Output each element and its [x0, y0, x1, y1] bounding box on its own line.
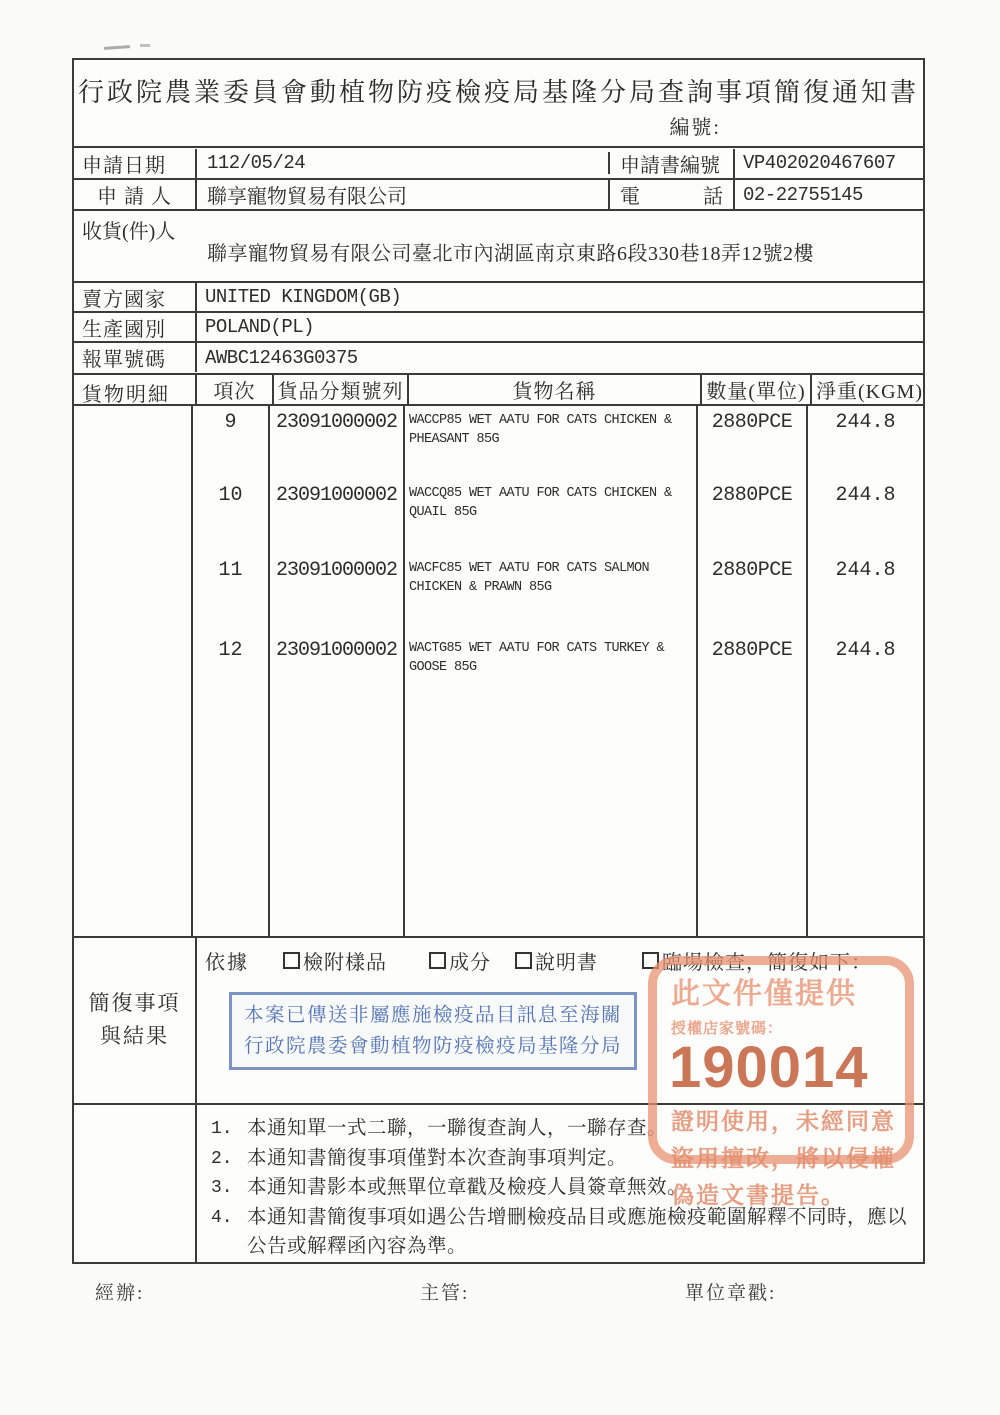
phone-label-right: 話: [703, 186, 723, 209]
apply-date-value: 112/05/24: [197, 152, 610, 174]
checkbox-sample: [283, 952, 300, 969]
col-header-weight: 淨重(KGM): [816, 380, 923, 403]
note-number: 1.: [211, 1118, 233, 1139]
table-row: [74, 634, 923, 714]
checkbox-onsite-label: 臨場檢查，簡復如下：: [662, 951, 872, 974]
item-weight: 244.8: [835, 410, 896, 434]
authorization-watermark-stamp: [648, 956, 914, 1208]
scan-artifact: [140, 44, 150, 47]
note-text: 本通知書影本或無單位章戳及檢疫人員簽章無效。: [247, 1177, 688, 1199]
phone-value: 02-22755145: [743, 183, 863, 206]
item-name: WACCQ85 WET AATU FOR CATS CHICKEN & QUAIL 85G: [405, 479, 698, 554]
spacer-cell: [74, 554, 193, 634]
spacer-cell: [193, 714, 270, 936]
basis-label: 依據: [205, 951, 249, 974]
item-weight: 244.8: [835, 483, 896, 507]
phone-label-left: 電: [620, 186, 640, 209]
blue-stamp-line1: 本案已傳送非屬應施檢疫品目訊息至海關: [244, 1004, 623, 1026]
watermark-line1: 此文件僅提供: [671, 978, 858, 1010]
watermark-store-code-label: 授權店家號碼：: [671, 1020, 784, 1037]
unit-seal-label: 單位章戳:: [685, 1283, 777, 1304]
item-code: 23091000002: [270, 634, 405, 714]
checkbox-ingredient: [429, 952, 446, 969]
spacer-cell: [74, 714, 193, 936]
phone-label: [610, 180, 735, 209]
applicant-value: 聯享寵物貿易有限公司: [197, 180, 610, 209]
table-row: [74, 406, 923, 479]
blue-stamp-line2: 行政院農委會動植物防疫檢疫局基隆分局: [244, 1036, 623, 1058]
item-no: 12: [193, 634, 270, 714]
serial-number-label: 編號:: [669, 117, 721, 140]
apply-date-label: 申請日期: [74, 149, 197, 178]
seller-country-row: [74, 283, 923, 313]
note-text: 本通知書簡復事項如遇公告增刪檢疫品目或應施檢疫範圍解釋不同時，應以公告或解釋函內容為準。: [247, 1206, 908, 1258]
scan-artifact: [104, 45, 130, 50]
goods-empty-space: [74, 714, 923, 936]
checkbox-group-manual: [515, 946, 598, 975]
spacer-cell: [74, 634, 193, 714]
page-title: 行政院農業委員會動植物防疫檢疫局基隆分局查詢事項簡復通知書: [77, 78, 919, 107]
item-no: 10: [193, 479, 270, 554]
checkbox-sample-label: 檢附樣品: [303, 951, 387, 974]
origin-country-value: POLAND(PL): [205, 316, 315, 339]
declaration-no-value: AWBC12463G0375: [205, 346, 358, 369]
col-header-item-no: 項次: [197, 375, 274, 404]
origin-country-row: [74, 313, 923, 343]
item-code: 23091000002: [270, 554, 405, 634]
item-name: WACCP85 WET AATU FOR CATS CHICKEN & PHEASANT 85G: [405, 406, 698, 479]
seller-country-value: UNITED KINGDOM(GB): [205, 286, 402, 309]
checkbox-manual: [515, 952, 532, 969]
note-number: 3.: [211, 1178, 233, 1199]
list-item: [211, 1203, 909, 1262]
table-row: [74, 479, 923, 554]
checkbox-group-sample: [283, 946, 387, 975]
goods-body: [74, 406, 923, 936]
col-header-code: 貨品分類號列: [274, 375, 409, 404]
item-code: 23091000002: [270, 406, 405, 479]
watermark-line5: 偽造文書提告。: [671, 1181, 846, 1208]
item-qty: 2880PCE: [698, 554, 808, 634]
applicant-row: [74, 180, 923, 211]
spacer-cell: [698, 714, 808, 936]
spacer-cell: [405, 714, 698, 936]
item-qty: 2880PCE: [698, 479, 808, 554]
seller-country-label: 賣方國家: [74, 283, 197, 312]
application-no-value: VP402020467607: [743, 152, 896, 175]
item-qty: 2880PCE: [698, 406, 808, 479]
goods-section-label: 貨物明細: [74, 375, 197, 404]
spacer-cell: [270, 714, 405, 936]
declaration-no-row: [74, 343, 923, 374]
review-section-label: [74, 938, 197, 1103]
note-number: 2.: [211, 1148, 233, 1169]
spacer-cell: [74, 406, 193, 479]
watermark-line3: 證明使用，未經同意: [671, 1107, 896, 1134]
item-name: WACTG85 WET AATU FOR CATS TURKEY & GOOSE 85G: [405, 634, 698, 714]
goods-header-row: [74, 375, 923, 406]
apply-date-row: [74, 148, 923, 179]
item-weight: 244.8: [835, 558, 896, 582]
note-number: 4.: [211, 1207, 233, 1228]
item-no: 9: [193, 406, 270, 479]
checkbox-group-ingredient: [429, 946, 491, 975]
watermark-line4: 盜用擅改，將以侵權: [671, 1144, 896, 1171]
item-name: WACFC85 WET AATU FOR CATS SALMON CHICKEN & PRAWN 85G: [405, 554, 698, 634]
checkbox-ingredient-label: 成分: [449, 951, 491, 974]
handler-label: 經辦:: [95, 1283, 145, 1304]
table-row: [74, 554, 923, 634]
notes-left-spacer: [74, 1105, 197, 1262]
supervisor-label: 主管:: [420, 1283, 470, 1304]
item-qty: 2880PCE: [698, 634, 808, 714]
title-block: [74, 60, 923, 148]
watermark-store-number: 190014: [669, 1035, 869, 1100]
col-header-qty: 數量(單位): [702, 375, 812, 404]
review-label-line1: 簡復事項: [88, 990, 181, 1015]
consignee-label: 收貨(件)人: [82, 221, 176, 244]
note-text: 本通知單一式二聯，一聯復查詢人，一聯存查。: [247, 1117, 668, 1139]
application-no-label: 申請書編號: [610, 149, 735, 178]
item-code: 23091000002: [270, 479, 405, 554]
official-blue-stamp: [229, 992, 637, 1070]
checkbox-manual-label: 說明書: [535, 951, 598, 974]
consignee-value: 聯享寵物貿易有限公司臺北市內湖區南京東路6段330巷18弄12號2樓: [207, 243, 814, 266]
item-weight: 244.8: [835, 638, 896, 662]
spacer-cell: [74, 479, 193, 554]
review-label-line2: 與結果: [100, 1024, 169, 1049]
col-header-name: 貨物名稱: [409, 375, 702, 404]
note-text: 本通知書簡復事項僅對本次查詢事項判定。: [247, 1147, 628, 1169]
origin-country-label: 生產國別: [74, 313, 197, 342]
spacer-cell: [808, 714, 923, 936]
item-no: 11: [193, 554, 270, 634]
declaration-no-label: 報單號碼: [74, 343, 197, 372]
applicant-label: 申 請 人: [74, 180, 197, 209]
consignee-row: [74, 211, 923, 283]
